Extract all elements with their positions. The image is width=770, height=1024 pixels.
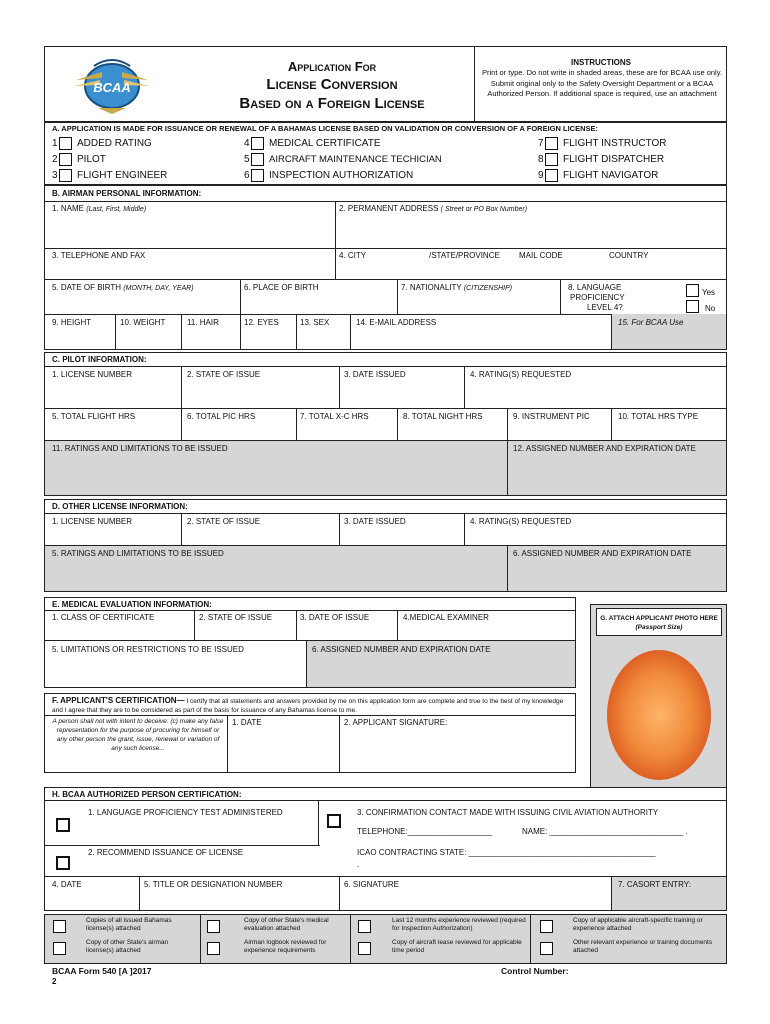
flight-instructor-checkbox[interactable]: [545, 137, 558, 150]
pilot-label: PILOT: [77, 154, 106, 165]
added-rating-label: ADDED RATING: [77, 138, 152, 149]
checklist-checkbox[interactable]: [53, 920, 66, 933]
form-id: BCAA Form 540 [A ]2017: [52, 966, 152, 976]
other-license-number-label[interactable]: 1. LICENSE NUMBER: [52, 517, 133, 526]
page-number: 2: [52, 977, 57, 986]
casort-label: 7. CASORT ENTRY:: [618, 880, 691, 889]
header-divider: [474, 46, 475, 122]
applicant-date-label[interactable]: 1. DATE: [232, 718, 262, 727]
checklist-item: Copy of other State's medical evaluation attached: [244, 917, 329, 932]
email-label[interactable]: 14. E-MAIL ADDRESS: [356, 318, 437, 327]
flight-engineer-checkbox[interactable]: [59, 169, 72, 182]
bcaa-logo: [72, 50, 152, 116]
mail-code-label[interactable]: MAIL CODE: [519, 251, 563, 260]
designation-label[interactable]: 5. TITLE OR DESIGNATION NUMBER: [144, 880, 283, 889]
option-number: 5: [244, 154, 250, 165]
photo-placeholder-icon: [607, 650, 711, 780]
icao-dot: .: [357, 860, 360, 869]
section-c-title: C. PILOT INFORMATION:: [52, 355, 147, 364]
language-no-checkbox[interactable]: [686, 300, 699, 313]
deceive-warning: A person shall not with intent to deceive: (c) make any false representation for the purpose of procuring for himself or any other person the grant, issue, renewal or variation of any such license...: [52, 718, 224, 752]
language-label-2: PROFICIENCY: [570, 293, 625, 302]
checklist-item: Copy of applicable aircraft-specific training or experience attached: [573, 917, 703, 932]
pilot-limitations-label: 11. RATINGS AND LIMITATIONS TO BE ISSUED: [52, 444, 228, 453]
applicant-signature-label[interactable]: 2. APPLICANT SIGNATURE:: [344, 718, 448, 727]
section-b-title: B. AIRMAN PERSONAL INFORMATION:: [52, 189, 202, 198]
option-number: 9: [538, 170, 544, 181]
total-flight-hrs-label[interactable]: 5. TOTAL FLIGHT HRS: [52, 412, 136, 421]
pilot-assigned-label: 12. ASSIGNED NUMBER AND EXPIRATION DATE: [513, 444, 696, 453]
option-number: 7: [538, 138, 544, 149]
language-test-label: 1. LANGUAGE PROFICIENCY TEST ADMINISTERED: [88, 808, 283, 817]
checklist-checkbox[interactable]: [358, 920, 371, 933]
no-label: No: [705, 304, 716, 313]
option-number: 6: [244, 170, 250, 181]
option-number: 1: [52, 138, 58, 149]
language-label-1: 8. LANGUAGE: [568, 283, 622, 292]
confirmation-label: 3. CONFIRMATION CONTACT MADE WITH ISSUING CIVIL AVIATION AUTHORITY: [357, 808, 659, 817]
language-test-checkbox[interactable]: [56, 818, 70, 832]
flight-dispatcher-checkbox[interactable]: [545, 153, 558, 166]
inspection-authorization-label: INSPECTION AUTHORIZATION: [269, 170, 414, 181]
dob-label[interactable]: 5. DATE OF BIRTH (MONTH, DAY, YEAR): [52, 283, 194, 292]
flight-instructor-label: FLIGHT INSTRUCTOR: [563, 138, 667, 149]
bcaa-use-label: 15. For BCAA Use: [618, 318, 684, 327]
other-state-issue-label[interactable]: 2. STATE OF ISSUE: [187, 517, 261, 526]
logo-text: BCAA: [93, 80, 131, 95]
added-rating-checkbox[interactable]: [59, 137, 72, 150]
height-label[interactable]: 9. HEIGHT: [52, 318, 92, 327]
recommend-issuance-checkbox[interactable]: [56, 856, 70, 870]
pilot-ratings-label[interactable]: 4. RATING(S) REQUESTED: [470, 370, 572, 379]
title-line-2: License Conversion: [266, 76, 398, 93]
pob-label[interactable]: 6. PLACE OF BIRTH: [244, 283, 319, 292]
telephone-field[interactable]: TELEPHONE:___________________: [357, 827, 493, 836]
checklist-checkbox[interactable]: [358, 942, 371, 955]
option-number: 8: [538, 154, 544, 165]
medical-state-label[interactable]: 2. STATE OF ISSUE: [199, 613, 273, 622]
other-assigned-label: 6. ASSIGNED NUMBER AND EXPIRATION DATE: [513, 549, 692, 558]
medical-date-label[interactable]: 3. DATE OF ISSUE: [300, 613, 370, 622]
total-night-hrs-label[interactable]: 8. TOTAL NIGHT HRS: [403, 412, 483, 421]
option-number: 4: [244, 138, 250, 149]
instructions-body: Print or type. Do not write in shaded areas, these are for BCAA use only. Submit original only to the Safety Oversight Department or a BCAA Authorized Person. If additional space is required, use an attachment: [482, 68, 722, 98]
section-a-title: A. APPLICATION IS MADE FOR ISSUANCE OR RENEWAL OF A BAHAMAS LICENSE BASED ON VALIDATION OR CONVERSION OF A FOREIGN LICENSE:: [52, 124, 598, 133]
pilot-state-issue-label[interactable]: 2. STATE OF ISSUE: [187, 370, 261, 379]
section-d-title: D. OTHER LICENSE INFORMATION:: [52, 502, 188, 511]
sex-label[interactable]: 13. SEX: [300, 318, 330, 327]
state-label[interactable]: /STATE/PROVINCE: [429, 251, 500, 260]
checklist-item: Copies of all issued Bahamas license(s) attached: [86, 917, 172, 932]
language-yes-checkbox[interactable]: [686, 284, 699, 297]
address-label[interactable]: 2. PERMANENT ADDRESS ( Street or PO Box Number): [339, 204, 528, 213]
medical-examiner-label[interactable]: 4.MEDICAL EXAMINER: [403, 613, 489, 622]
medical-limitations-label[interactable]: 5. LIMITATIONS OR RESTRICTIONS TO BE ISSUED: [52, 645, 244, 654]
name-field[interactable]: NAME: ______________________________ .: [522, 827, 688, 836]
photo-subtitle: (Passport Size): [635, 624, 683, 631]
checklist-checkbox[interactable]: [540, 942, 553, 955]
total-pic-hrs-label[interactable]: 6. TOTAL PIC HRS: [187, 412, 256, 421]
medical-class-label[interactable]: 1. CLASS OF CERTIFICATE: [52, 613, 155, 622]
yes-label: Yes: [702, 288, 716, 297]
icao-state-field[interactable]: ICAO CONTRACTING STATE: __________________________________________: [357, 848, 656, 857]
flight-navigator-checkbox[interactable]: [545, 169, 558, 182]
checklist-checkbox[interactable]: [540, 920, 553, 933]
photo-title: G. ATTACH APPLICANT PHOTO HERE: [600, 615, 718, 622]
section-e-title: E. MEDICAL EVALUATION INFORMATION:: [52, 600, 212, 609]
certification-statement: F. APPLICANT'S CERTIFICATION— I certify that all statements and answers provided by me on this application form are complete and true to the best of my knowledge and I agree that they are to be considered as part of the basis for issuance of any Bahamas license to me.: [52, 696, 564, 714]
instructions-title: INSTRUCTIONS: [571, 58, 631, 67]
pilot-license-number-label[interactable]: 1. LICENSE NUMBER: [52, 370, 133, 379]
city-label[interactable]: 4. CITY: [339, 251, 367, 260]
checklist-item: Copy of aircraft lease reviewed for applicable time period: [392, 939, 522, 954]
total-xc-hrs-label[interactable]: 7. TOTAL X-C HRS: [300, 412, 369, 421]
recommend-issuance-label: 2. RECOMMEND ISSUANCE OF LICENSE: [88, 848, 244, 857]
medical-assigned-label: 6. ASSIGNED NUMBER AND EXPIRATION DATE: [312, 645, 491, 654]
aircraft-maintenance-checkbox[interactable]: [251, 153, 264, 166]
flight-navigator-label: FLIGHT NAVIGATOR: [563, 170, 659, 181]
other-ratings-label[interactable]: 4. RATING(S) REQUESTED: [470, 517, 572, 526]
title-line-3: Based on a Foreign License: [239, 95, 425, 112]
checklist-item: Airman logbook reviewed for experience requirements: [244, 939, 327, 954]
phone-label[interactable]: 3. TELEPHONE AND FAX: [52, 251, 146, 260]
checklist-checkbox[interactable]: [207, 920, 220, 933]
checklist-item: Other relevant experience or training documents attached: [573, 939, 713, 954]
other-limitations-label: 5. RATINGS AND LIMITATIONS TO BE ISSUED: [52, 549, 224, 558]
pilot-checkbox[interactable]: [59, 153, 72, 166]
flight-dispatcher-label: FLIGHT DISPATCHER: [563, 154, 665, 165]
checklist-item: Last 12 months experience reviewed (required for Inspection Authorization): [392, 917, 526, 932]
bcaa-date-label[interactable]: 4. DATE: [52, 880, 82, 889]
language-label-3: LEVEL 4?: [587, 303, 623, 312]
section-h-title: H. BCAA AUTHORIZED PERSON CERTIFICATION:: [52, 790, 242, 799]
weight-label[interactable]: 10. WEIGHT: [120, 318, 166, 327]
control-number-label[interactable]: Control Number:: [501, 966, 569, 976]
aircraft-maintenance-label: AIRCRAFT MAINTENANCE TECHICIAN: [269, 154, 442, 165]
checklist-item: Copy of other State's airman license(s) attached: [86, 939, 169, 954]
pilot-date-issued-label[interactable]: 3. DATE ISSUED: [344, 370, 406, 379]
other-date-issued-label[interactable]: 3. DATE ISSUED: [344, 517, 406, 526]
bcaa-signature-label[interactable]: 6. SIGNATURE: [344, 880, 399, 889]
inspection-authorization-checkbox[interactable]: [251, 169, 264, 182]
eyes-label[interactable]: 12. EYES: [244, 318, 279, 327]
total-hrs-type-label[interactable]: 10. TOTAL HRS TYPE: [618, 412, 699, 421]
name-label[interactable]: 1. NAME (Last, First, Middle): [52, 204, 147, 213]
title-line-1: Application For: [287, 59, 377, 74]
hair-label[interactable]: 11. HAIR: [187, 318, 219, 327]
medical-certificate-label: MEDICAL CERTIFICATE: [269, 138, 381, 149]
flight-engineer-label: FLIGHT ENGINEER: [77, 170, 168, 181]
option-number: 2: [52, 154, 58, 165]
instrument-pic-label[interactable]: 9. INSTRUMENT PIC: [513, 412, 590, 421]
country-label[interactable]: COUNTRY: [609, 251, 649, 260]
nationality-label[interactable]: 7. NATIONALITY (CITIZENSHIP): [401, 283, 513, 292]
checklist-checkbox[interactable]: [53, 942, 66, 955]
checklist-checkbox[interactable]: [207, 942, 220, 955]
confirmation-checkbox[interactable]: [327, 814, 341, 828]
option-number: 3: [52, 170, 58, 181]
medical-certificate-checkbox[interactable]: [251, 137, 264, 150]
